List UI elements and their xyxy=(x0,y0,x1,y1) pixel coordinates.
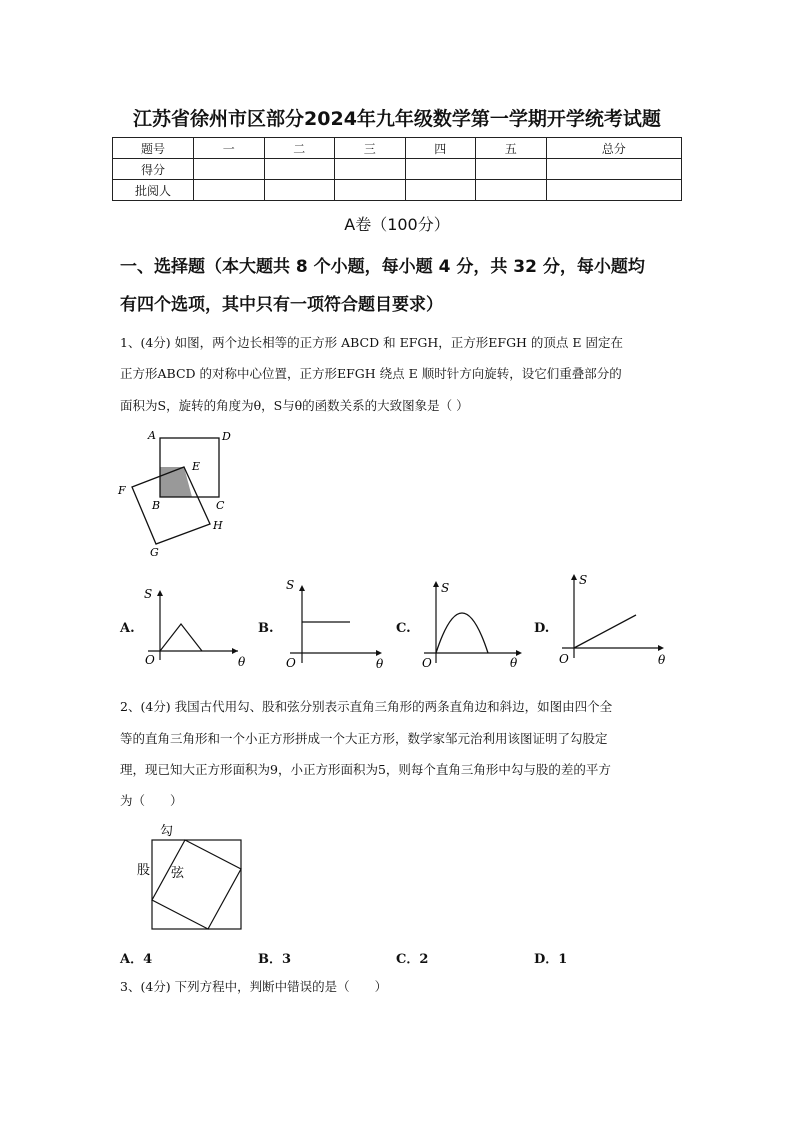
svg-text:O: O xyxy=(422,656,432,670)
label-xian: 弦 xyxy=(171,866,185,881)
option-c-graph[interactable] xyxy=(412,575,532,675)
svg-text:O: O xyxy=(145,653,155,667)
option-a-graph[interactable] xyxy=(138,578,258,673)
svg-text:θ: θ xyxy=(510,656,518,670)
header-cell: 题号 xyxy=(113,138,194,159)
svg-text:θ: θ xyxy=(376,657,384,671)
score-cell xyxy=(194,159,265,180)
q1-line2: 正方形ABCD 的对称中心位置，正方形EFGH 绕点 E 顺时针方向旋转，设它们重叠部分的 xyxy=(120,366,622,381)
score-cell xyxy=(476,159,547,180)
label-h: H xyxy=(213,519,223,532)
q1-line1: 1、(4分) 如图，两个边长相等的正方形 ABCD 和 EFGH，正方形EFGH 的顶点 E 固定在 xyxy=(120,335,623,350)
svg-text:S: S xyxy=(579,573,588,587)
q2-option-a[interactable]: A．4 xyxy=(120,952,153,967)
label-b: B xyxy=(152,499,161,512)
header-cell: 总分 xyxy=(546,138,682,159)
label-f: F xyxy=(118,484,126,497)
score-row xyxy=(113,159,682,180)
reviewer-cell xyxy=(194,180,265,201)
q2-option-c[interactable]: C．2 xyxy=(396,952,429,967)
header-cell: 三 xyxy=(335,138,406,159)
section-a-heading: A卷（100分） xyxy=(344,215,450,234)
svg-text:O: O xyxy=(559,652,569,666)
label-a: A xyxy=(148,429,156,442)
q2-line4: 为（ ） xyxy=(120,793,183,808)
score-table-header-row xyxy=(113,138,682,159)
q2-option-d[interactable]: D．1 xyxy=(534,952,568,967)
header-cell: 五 xyxy=(476,138,547,159)
header-cell: 四 xyxy=(405,138,476,159)
q3-line1: 3、(4分) 下列方程中，判断中错误的是（ ） xyxy=(120,979,388,994)
svg-text:θ: θ xyxy=(658,653,666,667)
svg-text:S: S xyxy=(441,581,450,595)
score-cell xyxy=(335,159,406,180)
reviewer-cell xyxy=(335,180,406,201)
option-a-label[interactable]: A. xyxy=(120,621,135,636)
svg-text:S: S xyxy=(144,587,153,601)
score-table xyxy=(112,137,682,201)
part1-heading-line2: 有四个选项，其中只有一项符合题目要求） xyxy=(120,295,443,315)
part1-heading-line1: 一、选择题（本大题共 8 个小题，每小题 4 分，共 32 分，每小题均 xyxy=(120,257,645,277)
reviewer-cell xyxy=(264,180,335,201)
label-gu: 股 xyxy=(137,863,151,878)
option-b-graph[interactable] xyxy=(278,575,393,675)
option-d-graph[interactable] xyxy=(550,570,675,670)
reviewer-row xyxy=(113,180,682,201)
reviewer-cell xyxy=(476,180,547,201)
score-cell xyxy=(405,159,476,180)
label-c: C xyxy=(216,499,225,512)
svg-text:θ: θ xyxy=(238,655,246,669)
svg-text:S: S xyxy=(286,578,295,592)
overlap-region xyxy=(160,467,192,497)
reviewer-cell xyxy=(405,180,476,201)
svg-text:O: O xyxy=(286,656,296,670)
option-c-label[interactable]: C. xyxy=(396,621,411,636)
q1-squares-figure xyxy=(112,425,242,560)
reviewer-cell xyxy=(546,180,682,201)
option-b-label[interactable]: B. xyxy=(258,621,274,636)
q2-line1: 2、(4分) 我国古代用勾、股和弦分别表示直角三角形的两条直角边和斜边，如图由四个全 xyxy=(120,699,613,714)
score-cell xyxy=(264,159,335,180)
label-g: G xyxy=(150,546,159,559)
q2-line2: 等的直角三角形和一个小正方形拼成一个大正方形，数学家邹元治利用该图证明了勾股定 xyxy=(120,731,608,746)
q1-line3: 面积为S，旋转的角度为θ，S与θ的函数关系的大致图象是（ ） xyxy=(120,398,469,413)
exam-title: 江苏省徐州市区部分2024年九年级数学第一学期开学统考试题 xyxy=(133,108,661,130)
score-cell xyxy=(546,159,682,180)
label-e: E xyxy=(192,460,201,473)
q2-option-b[interactable]: B．3 xyxy=(258,952,292,967)
row-label: 得分 xyxy=(113,159,194,180)
header-cell: 二 xyxy=(264,138,335,159)
q2-line3: 理，现已知大正方形面积为9，小正方形面积为5，则每个直角三角形中勾与股的差的平方 xyxy=(120,762,611,777)
label-d: D xyxy=(222,430,231,443)
label-gou: 勾 xyxy=(160,824,174,839)
header-cell: 一 xyxy=(194,138,265,159)
row-label: 批阅人 xyxy=(113,180,194,201)
q2-pythagoras-figure xyxy=(133,818,248,933)
option-d-label[interactable]: D. xyxy=(534,621,550,636)
